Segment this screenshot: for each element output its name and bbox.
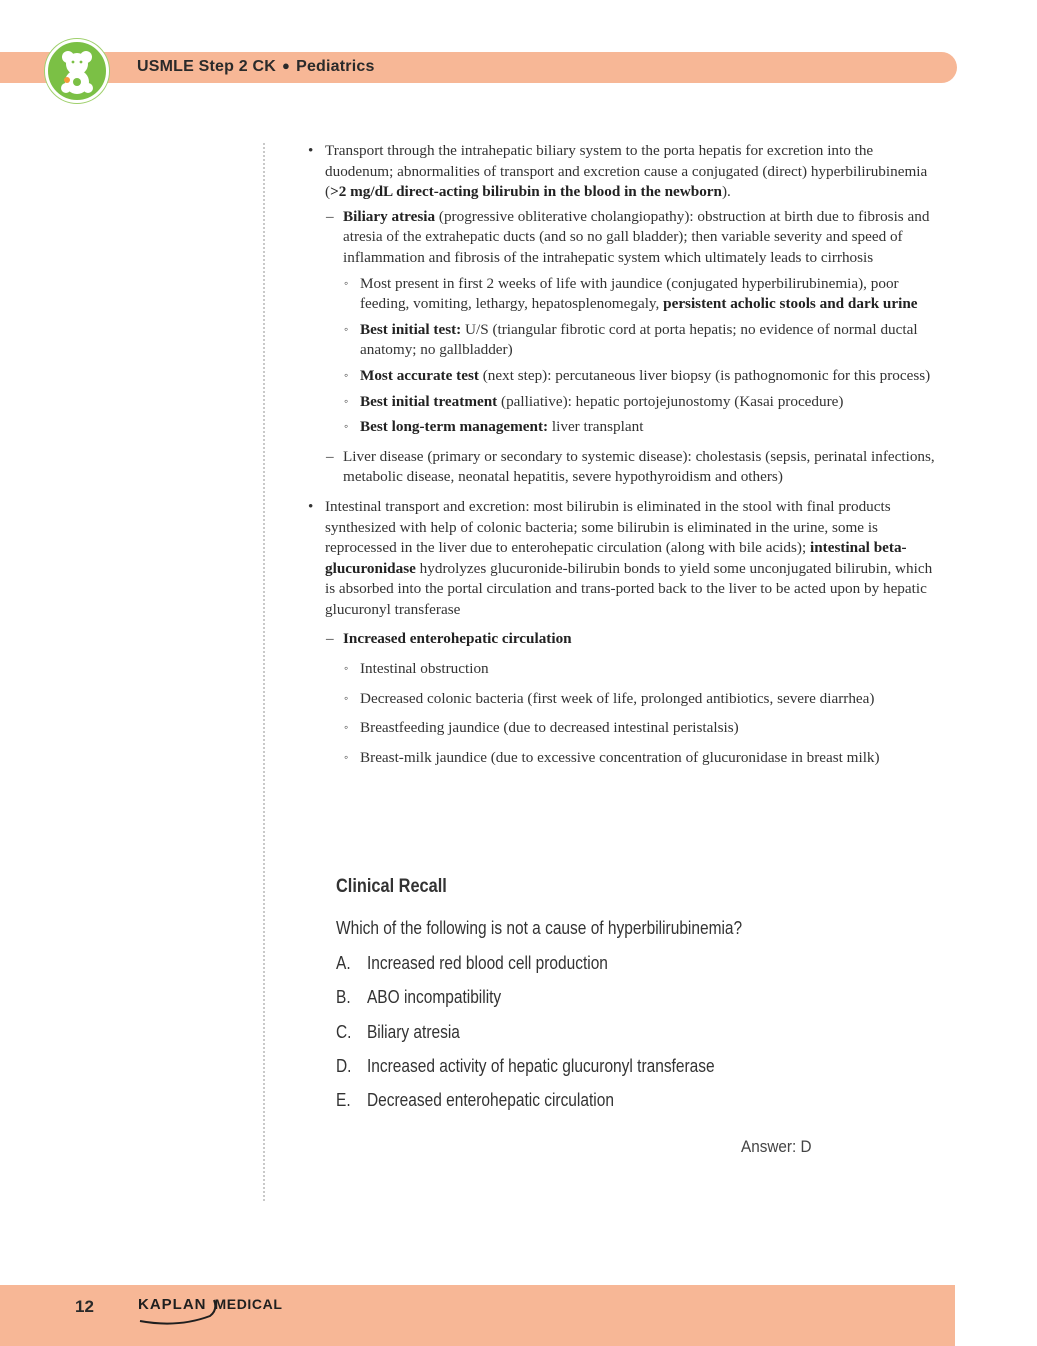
option-text: Increased activity of hepatic glucuronyl transferase — [366, 1055, 715, 1076]
clinical-recall-box — [336, 876, 852, 1124]
list-item-text: Breastfeeding jaundice (due to decreased intestinal peristalsis) — [360, 719, 739, 737]
main-content — [308, 141, 943, 773]
book-title: USMLE Step 2 CK — [137, 58, 277, 75]
initial-treatment-label: Best initial treatment — [360, 392, 498, 410]
page-number: 12 — [75, 1297, 94, 1316]
swoosh-icon — [138, 1296, 220, 1326]
presentation-text: Most present in first 2 weeks of life with jaundice (conjugated hyperbilirubinemia), poor feeding, vomiting, lethargy, hepatosplenomegaly, — [360, 274, 899, 313]
brand-name: KAPLAN — [138, 1296, 207, 1313]
circle-marker: ◦ — [344, 367, 349, 382]
liver-disease-text: Liver disease (primary or secondary to systemic disease): cholestasis (sepsis, perinatal infections, metabolic disease, neonatal hepatitis, severe hypothyroidism and others) — [343, 447, 935, 486]
atresia-accurate-test — [308, 366, 943, 387]
long-term-text: liver transplant — [548, 418, 644, 436]
circle-marker: ◦ — [344, 661, 349, 676]
enterohepatic-label: Increased enterohepatic circulation — [343, 630, 572, 648]
list-item — [308, 689, 943, 710]
circle-marker: ◦ — [344, 419, 349, 434]
option-letter: A. — [336, 953, 351, 973]
answer-key: Answer: D — [741, 1137, 812, 1156]
atresia-initial-treatment — [308, 392, 943, 413]
bullet-text-end: hydrolyzes glucuronide-bilirubin bonds to yield some unconjugated bilirubin, which is absorbed into the portal circulation and trans-ported back to the liver to be acted upon by hepatic glucuronyl transferase — [325, 559, 933, 618]
bullet-emphasis: >2 mg/dL direct-acting bilirubin in the blood in the newborn — [330, 183, 722, 201]
initial-treatment-text: (palliative): hepatic portojejunostomy (Kasai procedure) — [497, 392, 844, 410]
list-item-text: Decreased colonic bacteria (first week of life, prolonged antibiotics, severe diarrhea) — [360, 689, 875, 707]
option-letter: E. — [336, 1090, 351, 1111]
long-term-label: Best long-term management: — [360, 418, 549, 436]
answer-option-a — [336, 953, 852, 987]
biliary-atresia-term: Biliary atresia — [343, 207, 436, 225]
option-text: Biliary atresia — [366, 1021, 460, 1042]
answer-option-d — [336, 1056, 852, 1090]
circle-marker: ◦ — [344, 720, 349, 735]
list-item — [308, 659, 943, 680]
accurate-test-text: (next step): percutaneous liver biopsy (is pathognomonic for this process) — [478, 366, 931, 384]
answer-option-c — [336, 1022, 852, 1056]
section-title: Pediatrics — [296, 58, 375, 75]
circle-marker: ◦ — [344, 690, 349, 705]
list-item-text: Intestinal obstruction — [360, 660, 489, 678]
bullet-marker: • — [308, 142, 314, 159]
initial-test-text: U/S (triangular fibrotic cord at porta hepatis; no evidence of normal ductal anatomy; no gallbladder) — [360, 320, 918, 359]
circle-marker: ◦ — [344, 393, 349, 408]
initial-test-label: Best initial test: — [360, 320, 462, 338]
option-letter: C. — [336, 1021, 352, 1042]
subbullet-biliary-atresia — [308, 207, 943, 269]
list-item-text: Breast-milk jaundice (due to excessive concentration of glucuronidase in breast milk) — [360, 748, 880, 766]
clinical-recall-title: Clinical Recall — [336, 876, 447, 897]
header-separator: ● — [282, 58, 291, 73]
atresia-presentation — [308, 274, 943, 315]
running-header — [137, 58, 375, 76]
list-item — [308, 718, 943, 739]
dash-marker: – — [326, 630, 334, 648]
subbullet-enterohepatic — [308, 629, 943, 650]
bullet-marker: • — [308, 497, 314, 515]
bullet-text-end: ). — [721, 183, 731, 201]
bullet-emphasis: intestinal beta-glucuronidase — [325, 539, 907, 577]
circle-marker: ◦ — [344, 321, 349, 336]
option-text: ABO incompatibility — [366, 987, 502, 1008]
atresia-long-term — [308, 417, 943, 438]
dash-marker: – — [326, 207, 334, 225]
option-letter: B. — [336, 987, 351, 1008]
answer-option-b — [336, 987, 852, 1021]
bullet-text: Intestinal transport and excretion: most bilirubin is eliminated in the stool with final products synthesized with help of colonic bacteria; some bilirubin is eliminated in the urine, some is reprocessed in the liver due to enterohepatic circulation (along with bile acids); — [325, 497, 891, 557]
clinical-recall-question: Which of the following is not a cause of hyperbilirubinemia? — [336, 918, 743, 938]
list-item — [308, 748, 943, 769]
option-text: Increased red blood cell production — [366, 953, 608, 973]
teddy-bear-icon — [45, 39, 109, 103]
subbullet-liver-disease — [308, 447, 943, 488]
brand-suffix: MEDICAL — [214, 1296, 283, 1312]
atresia-initial-test — [308, 320, 943, 361]
presentation-emphasis: persistent acholic stools and dark urine — [663, 295, 918, 313]
dash-marker: – — [326, 447, 334, 465]
bullet-intestinal-transport — [308, 497, 943, 621]
bullet-text: Transport through the intrahepatic biliary system to the porta hepatis for excretion into the duodenum; abnormalities of transport and excretion cause a conjugated (direct) hyperbilirubinemia ( — [325, 142, 928, 201]
margin-rule — [263, 143, 265, 1201]
circle-marker: ◦ — [344, 749, 349, 764]
biliary-atresia-text: (progressive obliterative cholangiopathy): obstruction at birth due to fibrosis and atresia of the extrahepatic ducts (and so no gall bladder); then variable severity and speed of inflammation and fibrosis of the intrahepatic system which ultimately leads to cirrhosis — [343, 207, 930, 266]
bullet-biliary-transport — [308, 141, 943, 203]
circle-marker: ◦ — [344, 275, 349, 290]
kaplan-medical-logo — [138, 1296, 282, 1313]
option-letter: D. — [336, 1055, 352, 1076]
option-text: Decreased enterohepatic circulation — [366, 1090, 614, 1111]
accurate-test-label: Most accurate test — [360, 366, 479, 384]
answer-option-e — [336, 1090, 852, 1124]
